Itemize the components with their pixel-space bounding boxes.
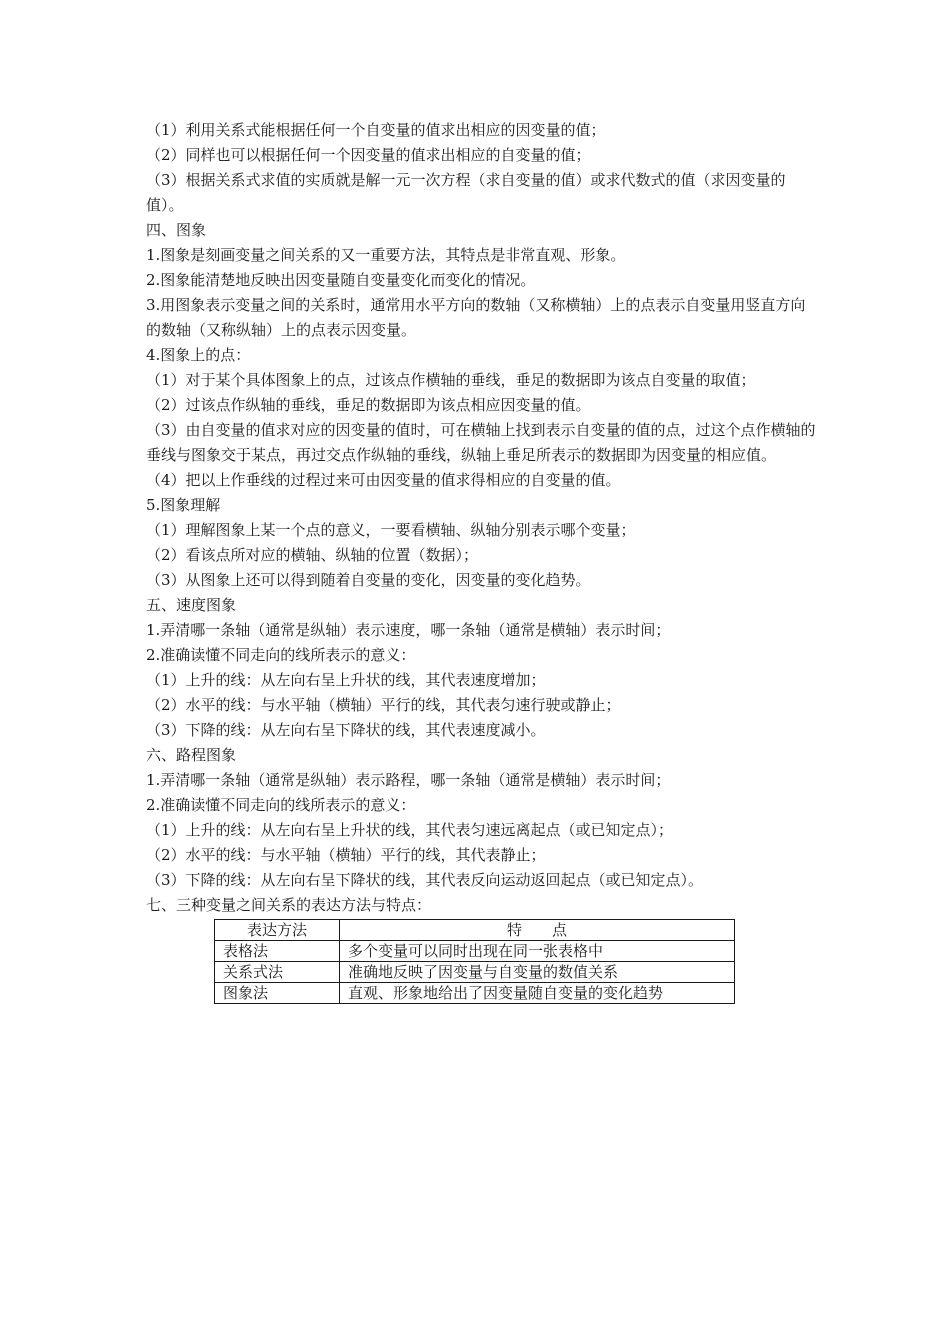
table-row — [215, 962, 735, 983]
section-7-heading: 七、三种变量之间关系的表达方法与特点： — [146, 896, 432, 914]
s5-paragraph-2: 2.准确读懂不同走向的线所表示的意义： — [146, 646, 416, 664]
table-header-method: 表达方法 — [215, 920, 340, 941]
s3-item-1: （1）利用关系式能根据任何一个自变量的值求出相应的因变量的值； — [146, 121, 606, 139]
s5-paragraph-1: 1.弄清哪一条轴（通常是纵轴）表示速度，哪一条轴（通常是横轴）表示时间； — [146, 621, 671, 639]
s4-point-item-1: （1）对于某个具体图象上的点，过该点作横轴的垂线，垂足的数据即为该点自变量的取值； — [146, 371, 756, 389]
s5-item-1: （1）上升的线：从左向右呈上升状的线，其代表速度增加； — [146, 671, 546, 689]
s6-paragraph-1: 1.弄清哪一条轴（通常是纵轴）表示路程，哪一条轴（通常是横轴）表示时间； — [146, 771, 671, 789]
s4-point-item-4: （4）把以上作垂线的过程过来可由因变量的值求得相应的自变量的值。 — [146, 471, 621, 489]
s6-item-3: （3）下降的线：从左向右呈下降状的线，其代表反向运动返回起点（或已知定点）。 — [146, 871, 704, 889]
table-cell-method: 表格法 — [215, 941, 340, 962]
s4-paragraph-1: 1.图象是刻画变量之间关系的又一重要方法，其特点是非常直观、形象。 — [146, 246, 626, 264]
s4-point-item-2: （2）过该点作纵轴的垂线，垂足的数据即为该点相应因变量的值。 — [146, 396, 591, 414]
table-cell-feature: 多个变量可以同时出现在同一张表格中 — [340, 941, 735, 962]
s4-paragraph-5: 5.图象理解 — [146, 496, 221, 514]
s3-item-3: （3）根据关系式求值的实质就是解一元一次方程（求自变量的值）或求代数式的值（求因变量的值）。 — [146, 171, 786, 214]
s4-understand-item-3: （3）从图象上还可以得到随着自变量的变化，因变量的变化趋势。 — [146, 571, 591, 589]
s4-point-item-3: （3）由自变量的值求对应的因变量的值时，可在横轴上找到表示自变量的值的点，过这个点作横轴的垂线与图象交于某点，再过交点作纵轴的垂线，纵轴上垂足所表示的数据即为因变量的相应值。 — [146, 421, 816, 464]
section-5-heading: 五、速度图象 — [146, 596, 237, 614]
s4-understand-item-2: （2）看该点所对应的横轴、纵轴的位置（数据）； — [146, 546, 479, 564]
table-header-row — [215, 920, 735, 941]
s4-paragraph-2: 2.图象能清楚地反映出因变量随自变量变化而变化的情况。 — [146, 271, 536, 289]
table-cell-method: 关系式法 — [215, 962, 340, 983]
table-row — [215, 983, 735, 1004]
s5-item-2: （2）水平的线：与水平轴（横轴）平行的线，其代表匀速行驶或静止； — [146, 696, 621, 714]
section-6-heading: 六、路程图象 — [146, 746, 237, 764]
table-cell-method: 图象法 — [215, 983, 340, 1004]
s6-item-2: （2）水平的线：与水平轴（横轴）平行的线，其代表静止； — [146, 846, 546, 864]
s6-item-1: （1）上升的线：从左向右呈上升状的线，其代表匀速远离起点（或已知定点）； — [146, 821, 674, 839]
table-row — [215, 941, 735, 962]
table-header-feature: 特 点 — [340, 920, 735, 941]
table-cell-feature: 直观、形象地给出了因变量随自变量的变化趋势 — [340, 983, 735, 1004]
s3-item-2: （2）同样也可以根据任何一个因变量的值求出相应的自变量的值； — [146, 146, 591, 164]
s4-paragraph-3: 3.用图象表示变量之间的关系时，通常用水平方向的数轴（又称横轴）上的点表示自变量用竖直方向的数轴（又称纵轴）上的点表示因变量。 — [146, 296, 806, 339]
s5-item-3: （3）下降的线：从左向右呈下降状的线，其代表速度减小。 — [146, 721, 546, 739]
s6-paragraph-2: 2.准确读懂不同走向的线所表示的意义： — [146, 796, 416, 814]
expression-methods-table — [214, 919, 735, 1004]
table-cell-feature: 准确地反映了因变量与自变量的数值关系 — [340, 962, 735, 983]
section-4-heading: 四、图象 — [146, 221, 207, 239]
s4-paragraph-4: 4.图象上的点： — [146, 346, 251, 364]
s4-understand-item-1: （1）理解图象上某一个点的意义，一要看横轴、纵轴分别表示哪个变量； — [146, 521, 636, 539]
document-body — [146, 118, 816, 1004]
